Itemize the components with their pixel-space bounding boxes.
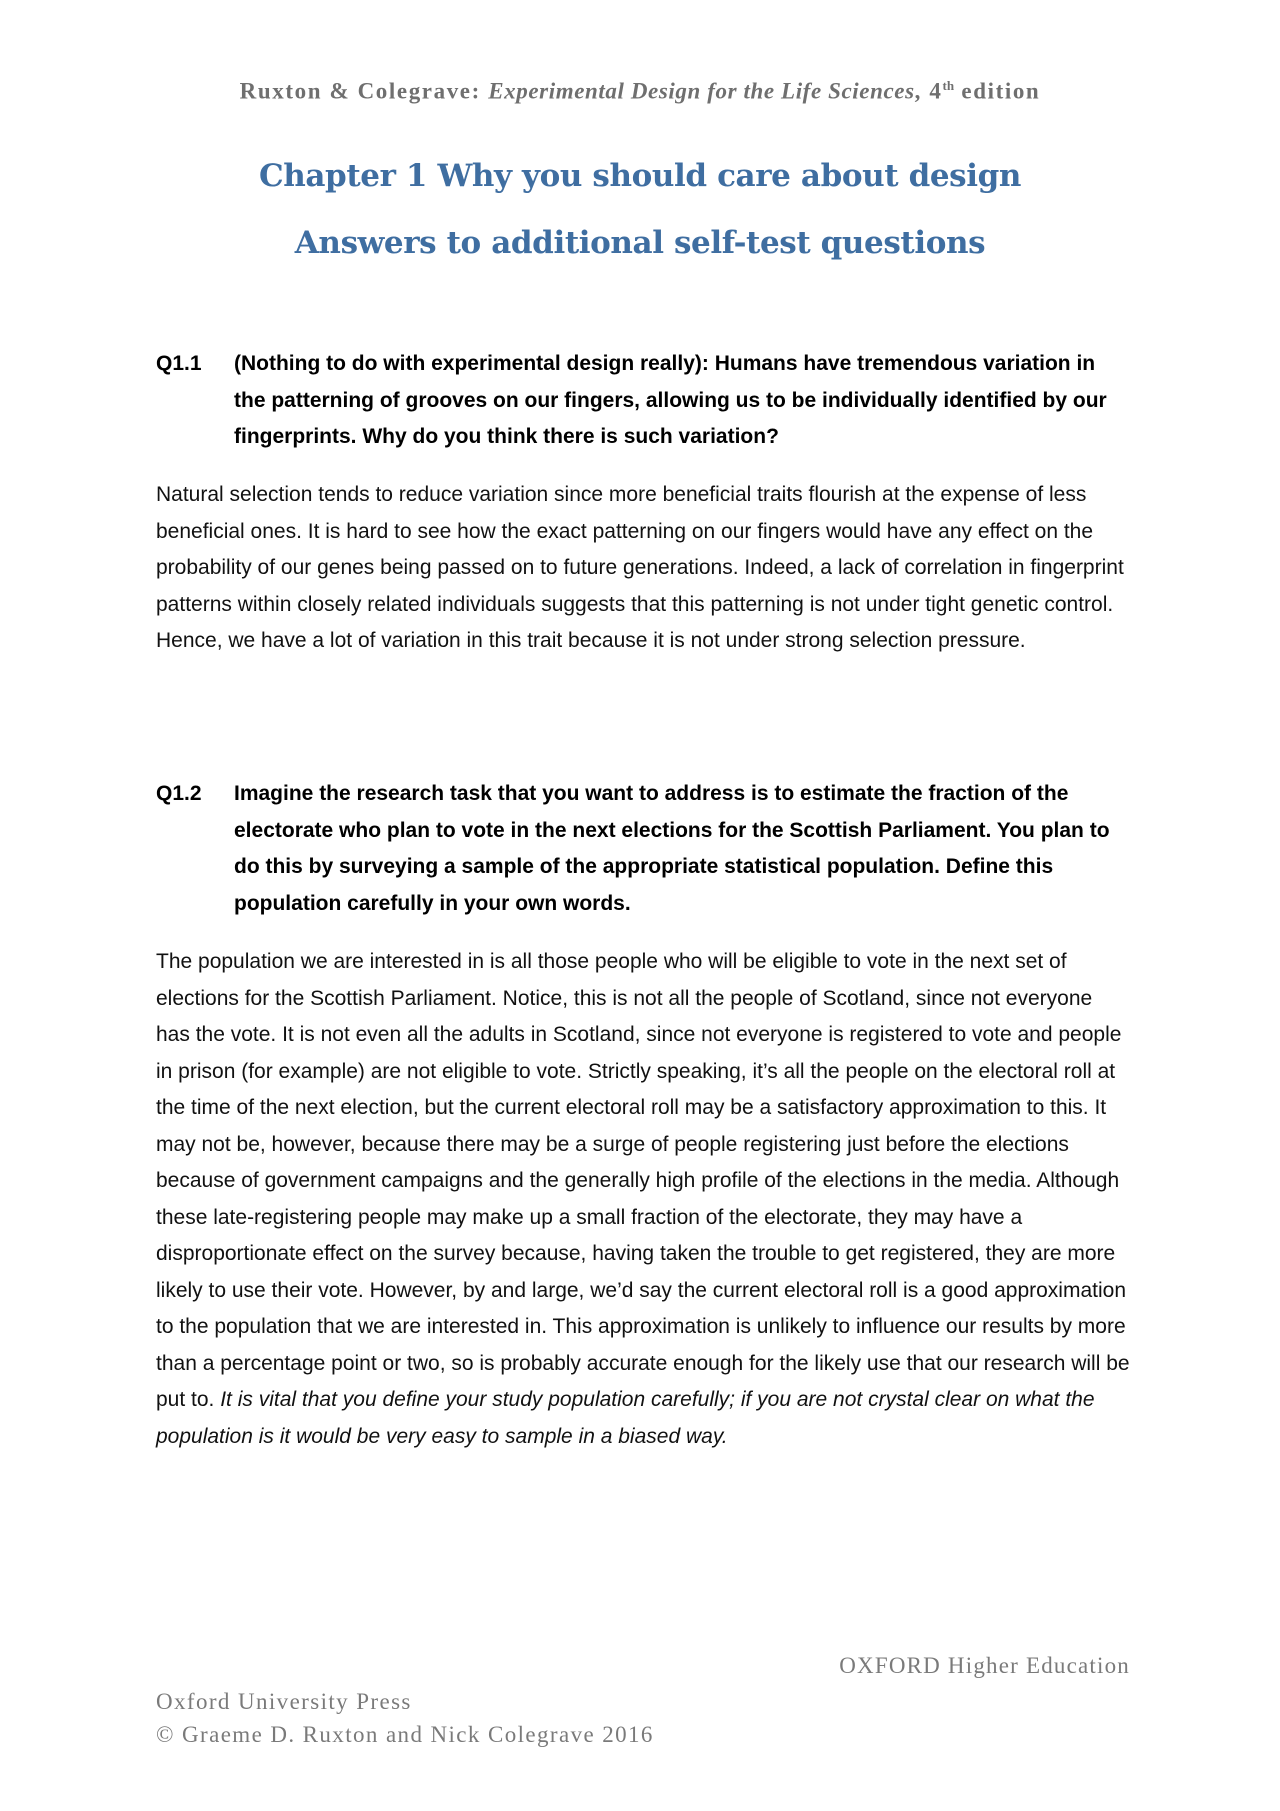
- header-edition-prefix: , 4: [914, 78, 943, 104]
- header-book-title: Experimental Design for the Life Sciences: [488, 78, 915, 104]
- header-authors: Ruxton & Colegrave:: [239, 78, 481, 104]
- question-text: (Nothing to do with experimental design really): Humans have tremendous variation in the patterning of grooves on our fingers, allowing us to be individually identified by our fingerprints. Why do you think there is such variation?: [234, 352, 1107, 448]
- chapter-subtitle: Answers to additional self-test questions: [294, 225, 986, 261]
- question-q1-1: [156, 346, 1131, 456]
- copyright-notice: © Graeme D. Ruxton and Nick Colegrave 2016: [156, 1722, 654, 1747]
- answer-emphasis: It is vital that you define your study population carefully; if you are not crystal clear on what the population is it would be very easy to sample in a biased way.: [156, 1388, 1095, 1448]
- header-edition-suffix: edition: [954, 78, 1041, 104]
- header-edition-sup: th: [942, 78, 955, 93]
- question-number: Q1.1: [156, 352, 202, 375]
- running-header: [0, 78, 1280, 105]
- publisher-name: Oxford University Press: [156, 1689, 412, 1714]
- oxford-brand: OXFORD Higher Education: [839, 1653, 1130, 1678]
- footer-publisher: [156, 1685, 654, 1751]
- question-number: Q1.2: [156, 782, 202, 805]
- question-q1-2: [156, 776, 1131, 922]
- chapter-title: Chapter 1 Why you should care about design: [258, 158, 1022, 194]
- answer-q1-1: Natural selection tends to reduce variation since more beneficial traits flourish at the expense of less beneficial ones. It is hard to see how the exact patterning on our fingers would have any effect on the probability of our genes being passed on to future generations. Indeed, a lack of correlation in fingerprint patterns within closely related individuals suggests that this patterning is not under tight genetic control. Hence, we have a lot of variation in this trait because it is not under strong selection pressure.: [156, 483, 1124, 652]
- question-text: Imagine the research task that you want to address is to estimate the fraction of the electorate who plan to vote in the next elections for the Scottish Parliament. You plan to do this by surveying a sample of the appropriate statistical population. Define this population carefully in your own words.: [234, 782, 1110, 915]
- answer-q1-2: [156, 944, 1131, 1455]
- answer-text: The population we are interested in is all those people who will be eligible to vote in the next set of elections for the Scottish Parliament. Notice, this is not all the people of Scotland, since not everyone has the vote. It is not even all the adults in Scotland, since not everyone is registered to vote and people in prison (for example) are not eligible to vote. Strictly speaking, it’s all the people on the electoral roll at the time of the next election, but the current electoral roll may be a satisfactory approximation to this. It may not be, however, because there may be a surge of people registering just before the elections because of government campaigns and the generally high profile of the elections in the media. Although these late-registering people may make up a small fraction of the electorate, they may have a disproportionate effect on the survey because, having taken the trouble to get registered, they are more likely to use their vote. However, by and large, we’d say the current electoral roll is a good approximation to the population that we are interested in. This approximation is unlikely to influence our results by more than a percentage point or two, so is probably accurate enough for the likely use that our research will be put to.: [156, 950, 1130, 1411]
